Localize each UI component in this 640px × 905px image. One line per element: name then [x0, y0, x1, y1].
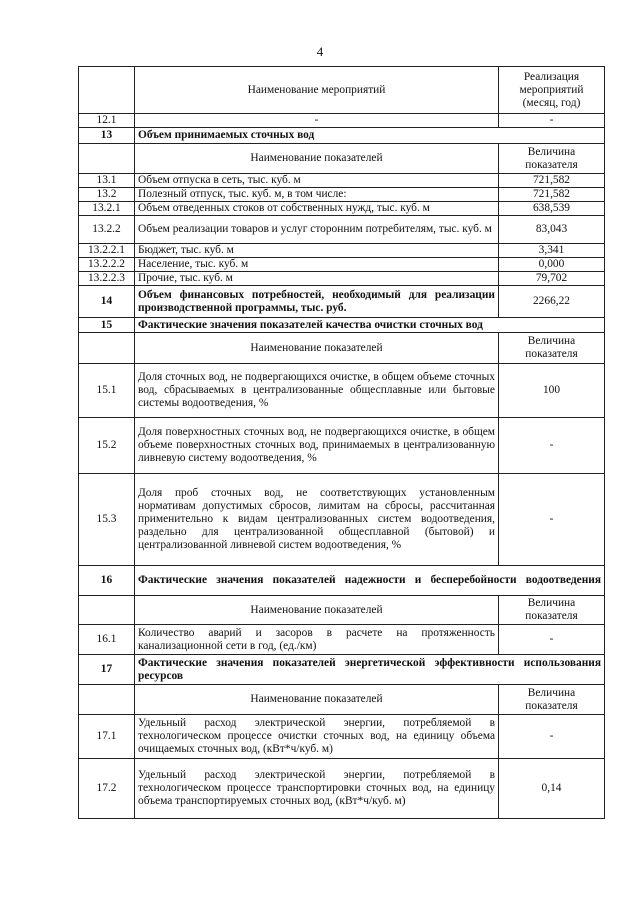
row-name: Объем отпуска в сеть, тыс. куб. м: [135, 174, 499, 188]
row-name: Полезный отпуск, тыс. куб. м, в том числе:: [135, 188, 499, 202]
measures-header-row: [79, 67, 605, 114]
measures-value-header: Реализация мероприятий (месяц, год): [499, 67, 605, 114]
table-row: [79, 188, 605, 202]
table-row: [79, 258, 605, 272]
header-num-cell: [79, 333, 135, 364]
table-row: [79, 418, 605, 474]
row-name: Население, тыс. куб. м: [135, 258, 499, 272]
row-number: 13.2.1: [79, 202, 135, 216]
row-name: Объем реализации товаров и услуг сторонним потребителям, тыс. куб. м: [135, 216, 499, 244]
table-row-12-1: [79, 114, 605, 128]
header-num-cell: [79, 685, 135, 715]
section-16-header-row: [79, 596, 605, 625]
row-number: 15.3: [79, 474, 135, 566]
table-row: [79, 625, 605, 655]
section-number: 17: [79, 655, 135, 685]
section-14-row: [79, 286, 605, 318]
table-row: [79, 759, 605, 819]
section-title: Объем принимаемых сточных вод: [135, 128, 605, 144]
header-num-cell: [79, 596, 135, 625]
table-row: [79, 474, 605, 566]
section-13-title-row: [79, 128, 605, 144]
row-number: 16.1: [79, 625, 135, 655]
row-number: 15.2: [79, 418, 135, 474]
row-value: 3,341: [499, 244, 605, 258]
table-row: [79, 272, 605, 286]
indicators-name-header: Наименование показателей: [135, 333, 499, 364]
row-name: Количество аварий и засоров в расчете на протяженность канализационной сети в год, (ед./км): [135, 625, 499, 655]
indicators-value-header: Величина показателя: [499, 596, 605, 625]
section-title: Фактические значения показателей энергетической эффективности использования ресурсов: [135, 655, 605, 685]
row-name: Удельный расход электрической энергии, потребляемой в технологическом процессе очистки сточных вод, на единицу объема очищаемых сточных вод, (кВт*ч/куб. м): [135, 715, 499, 759]
row-name: -: [135, 114, 499, 128]
row-number: 13.2.2.2: [79, 258, 135, 272]
section-number: 15: [79, 318, 135, 333]
row-number: 17.2: [79, 759, 135, 819]
row-name: Бюджет, тыс. куб. м: [135, 244, 499, 258]
section-value: 2266,22: [499, 286, 605, 318]
row-number: 13.2.2: [79, 216, 135, 244]
row-name: Доля проб сточных вод, не соответствующих установленным нормативам допустимых сбросов, лимитам на сбросы, рассчитанная применительно к видам централизованных систем водоотведения, раздельно для централизованной общесплавной (бытовой) и централизованной ливневой систем водоотведения, %: [135, 474, 499, 566]
row-number: 13.2.2.1: [79, 244, 135, 258]
row-name: Удельный расход электрической энергии, потребляемой в технологическом процессе транспортировки сточных вод, на единицу объема транспортируемых сточных вод, (кВт*ч/куб. м): [135, 759, 499, 819]
row-value: -: [499, 418, 605, 474]
header-num-cell: [79, 144, 135, 174]
row-name: Объем отведенных стоков от собственных нужд, тыс. куб. м: [135, 202, 499, 216]
page-number: 4: [316, 44, 324, 59]
row-number: 13.1: [79, 174, 135, 188]
row-value: -: [499, 474, 605, 566]
row-value: 721,582: [499, 188, 605, 202]
row-value: -: [499, 715, 605, 759]
row-value: 100: [499, 364, 605, 418]
row-value: 83,043: [499, 216, 605, 244]
row-number: 13.2: [79, 188, 135, 202]
indicators-value-header: Величина показателя: [499, 685, 605, 715]
row-number: 15.1: [79, 364, 135, 418]
row-value: 638,539: [499, 202, 605, 216]
section-16-title-row: [79, 566, 605, 596]
section-number: 16: [79, 566, 135, 596]
table-row: [79, 364, 605, 418]
row-name: Прочие, тыс. куб. м: [135, 272, 499, 286]
indicators-value-header: Величина показателя: [499, 333, 605, 364]
table-row: [79, 244, 605, 258]
header-num-cell: [79, 67, 135, 114]
row-name: Доля сточных вод, не подвергающихся очистке, в общем объеме сточных вод, сбрасываемых в централизованные общесплавные или бытовые системы водоотведения, %: [135, 364, 499, 418]
section-17-title-row: [79, 655, 605, 685]
indicators-name-header: Наименование показателей: [135, 596, 499, 625]
row-number: 12.1: [79, 114, 135, 128]
indicators-value-header: Величина показателя: [499, 144, 605, 174]
row-number: 13.2.2.3: [79, 272, 135, 286]
section-15-header-row: [79, 333, 605, 364]
measures-name-header: Наименование мероприятий: [135, 67, 499, 114]
section-15-title-row: [79, 318, 605, 333]
row-number: 17.1: [79, 715, 135, 759]
row-name: Доля поверхностных сточных вод, не подвергающихся очистке, в общем объеме поверхностных сточных вод, принимаемых в централизованную ливневую систему водоотведения, %: [135, 418, 499, 474]
program-table: [78, 66, 605, 819]
row-value: 0,000: [499, 258, 605, 272]
indicators-name-header: Наименование показателей: [135, 144, 499, 174]
table-row: [79, 174, 605, 188]
row-value: -: [499, 114, 605, 128]
section-17-header-row: [79, 685, 605, 715]
section-title: Фактические значения показателей надежности и бесперебойности водоотведения: [135, 566, 605, 596]
section-number: 14: [79, 286, 135, 318]
section-title: Объем финансовых потребностей, необходимый для реализации производственной программы, тыс. руб.: [135, 286, 499, 318]
section-13-header-row: [79, 144, 605, 174]
section-number: 13: [79, 128, 135, 144]
section-title: Фактические значения показателей качества очистки сточных вод: [135, 318, 605, 333]
table-row: [79, 216, 605, 244]
indicators-name-header: Наименование показателей: [135, 685, 499, 715]
row-value: -: [499, 625, 605, 655]
row-value: 79,702: [499, 272, 605, 286]
row-value: 721,582: [499, 174, 605, 188]
table-row: [79, 715, 605, 759]
table-row: [79, 202, 605, 216]
row-value: 0,14: [499, 759, 605, 819]
